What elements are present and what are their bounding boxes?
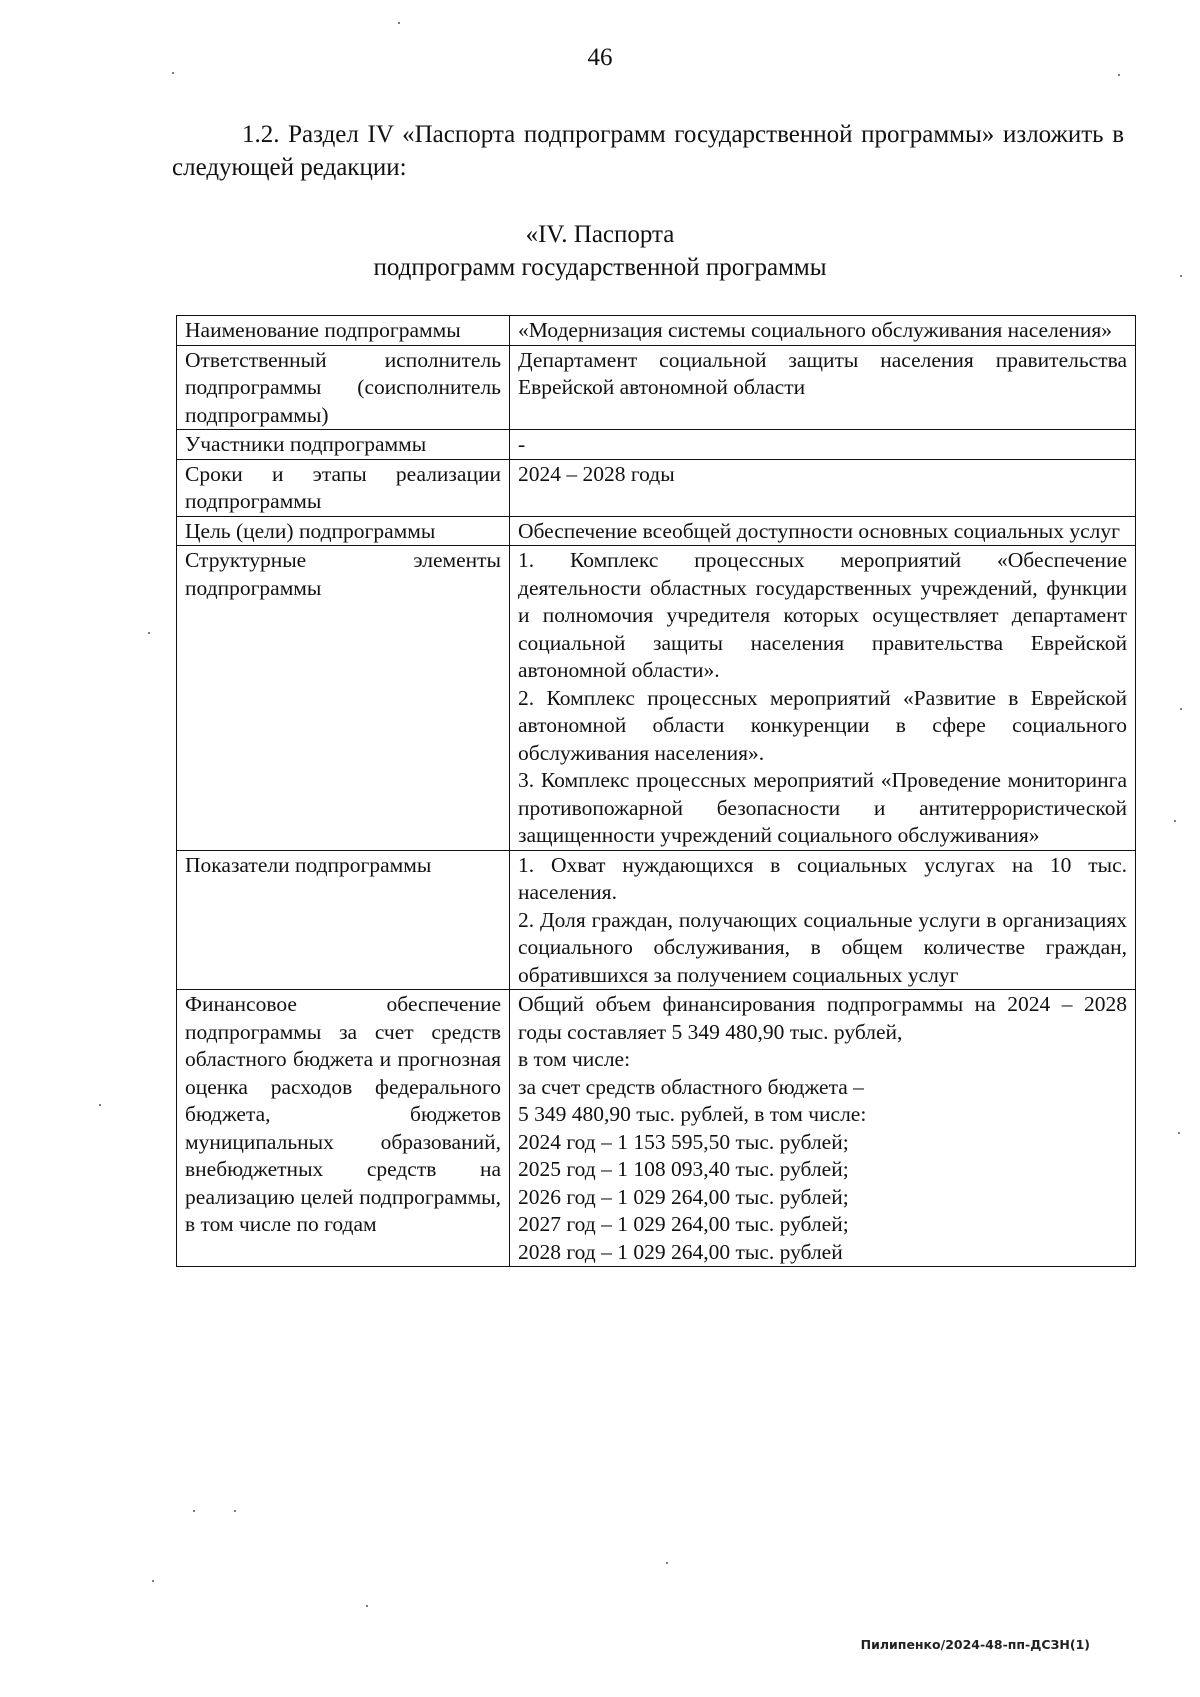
row-value <box>510 546 1136 851</box>
table-row-participants <box>177 430 1136 460</box>
scan-speck <box>148 632 150 634</box>
list-item: 1. Охват нуждающихся в социальных услугах на 10 тыс. населения. <box>518 852 1127 904</box>
financing-year: 2026 год – 1 029 264,00 тыс. рублей; <box>518 1184 849 1209</box>
section-heading <box>0 218 1200 284</box>
row-value: Обеспечение всеобщей доступности основных социальных услуг <box>510 516 1136 546</box>
row-label: Цель (цели) подпрограммы <box>177 516 510 546</box>
scan-speck <box>1180 275 1182 277</box>
financing-year: 2027 год – 1 029 264,00 тыс. рублей; <box>518 1212 849 1236</box>
table-row-name <box>177 316 1136 346</box>
table-row-terms <box>177 459 1136 516</box>
row-label: Финансовое обеспечение подпрограммы за счет средств областного бюджета и прогнозная оценка расходов федерального бюджета, бюджетов муниципальных образований, внебюджетных средств на реализацию целей подпрограммы, в том числе по годам <box>177 990 510 1267</box>
subprogram-passport-table <box>176 315 1136 1267</box>
scan-speck <box>366 1605 368 1607</box>
list-item: 3. Комплекс процессных мероприятий «Проведение мониторинга противопожарной безопасности и антитеррористической защищенности учреждений социального обслуживания» <box>518 768 1127 847</box>
row-value <box>510 850 1136 990</box>
list-item: 2. Доля граждан, получающих социальные услуги в организациях социального обслуживания, в общем количестве граждан, обратившихся за получением социальных услуг <box>518 907 1127 987</box>
document-footer-code: Пилипенко/2024-48-пп-ДСЗН(1) <box>860 1637 1090 1652</box>
scan-speck <box>398 22 400 24</box>
row-value: - <box>510 430 1136 460</box>
table-row-indicators <box>177 850 1136 990</box>
row-label: Участники подпрограммы <box>177 430 510 460</box>
financing-regional-total: 5 349 480,90 тыс. рублей, в том числе: <box>518 1102 867 1126</box>
row-value: Департамент социальной защиты населения правительства Еврейской автономной области <box>510 345 1136 430</box>
section-heading-line-2: подпрограмм государственной программы <box>373 254 827 281</box>
scan-speck <box>1178 1132 1180 1134</box>
row-label: Ответственный исполнитель подпрограммы (соисполнитель подпрограммы) <box>177 345 510 430</box>
financing-including: в том числе: <box>518 1047 631 1071</box>
row-value: 2024 – 2028 годы <box>510 459 1136 516</box>
scan-speck <box>234 1510 236 1512</box>
row-label: Сроки и этапы реализации подпрограммы <box>177 459 510 516</box>
row-label: Наименование подпрограммы <box>177 316 510 346</box>
scan-speck <box>172 72 174 74</box>
row-value <box>510 990 1136 1267</box>
scan-speck <box>193 1510 195 1512</box>
row-value: «Модернизация системы социального обслуживания населения» <box>510 316 1136 346</box>
table-row-responsible <box>177 345 1136 430</box>
table-row-goal <box>177 516 1136 546</box>
scan-speck <box>666 1562 668 1564</box>
scan-speck <box>1174 820 1176 822</box>
scan-speck <box>152 1580 154 1582</box>
financing-year: 2028 год – 1 029 264,00 тыс. рублей <box>518 1239 843 1264</box>
scan-speck <box>1180 708 1182 710</box>
row-label: Структурные элементы подпрограммы <box>177 546 510 851</box>
intro-paragraph: 1.2. Раздел IV «Паспорта подпрограмм государственной программы» изложить в следующей редакции: <box>172 121 1124 181</box>
scan-speck <box>99 1104 101 1106</box>
financing-regional-label: за счет средств областного бюджета – <box>518 1074 864 1099</box>
financing-year: 2024 год – 1 153 595,50 тыс. рублей; <box>518 1129 849 1154</box>
scan-speck <box>1118 74 1120 76</box>
section-heading-line-1: «IV. Паспорта <box>525 221 675 248</box>
table-row-structural-elements <box>177 546 1136 851</box>
financing-year: 2025 год – 1 108 093,40 тыс. рублей; <box>518 1157 849 1181</box>
page-number: 46 <box>587 44 613 71</box>
financing-total: Общий объем финансирования подпрограммы на 2024 – 2028 годы составляет 5 349 480,90 тыс. рублей, <box>518 992 1127 1044</box>
list-item: 2. Комплекс процессных мероприятий «Развитие в Еврейской автономной области конкуренции в сфере социального обслуживания населения». <box>518 685 1127 765</box>
list-item: 1. Комплекс процессных мероприятий «Обеспечение деятельности областных государственных учреждений, функции и полномочия учредителя которых осуществляет департамент социальной защиты населения правительства Еврейской автономной области». <box>518 548 1127 682</box>
table-row-financing <box>177 990 1136 1267</box>
row-label: Показатели подпрограммы <box>177 850 510 990</box>
